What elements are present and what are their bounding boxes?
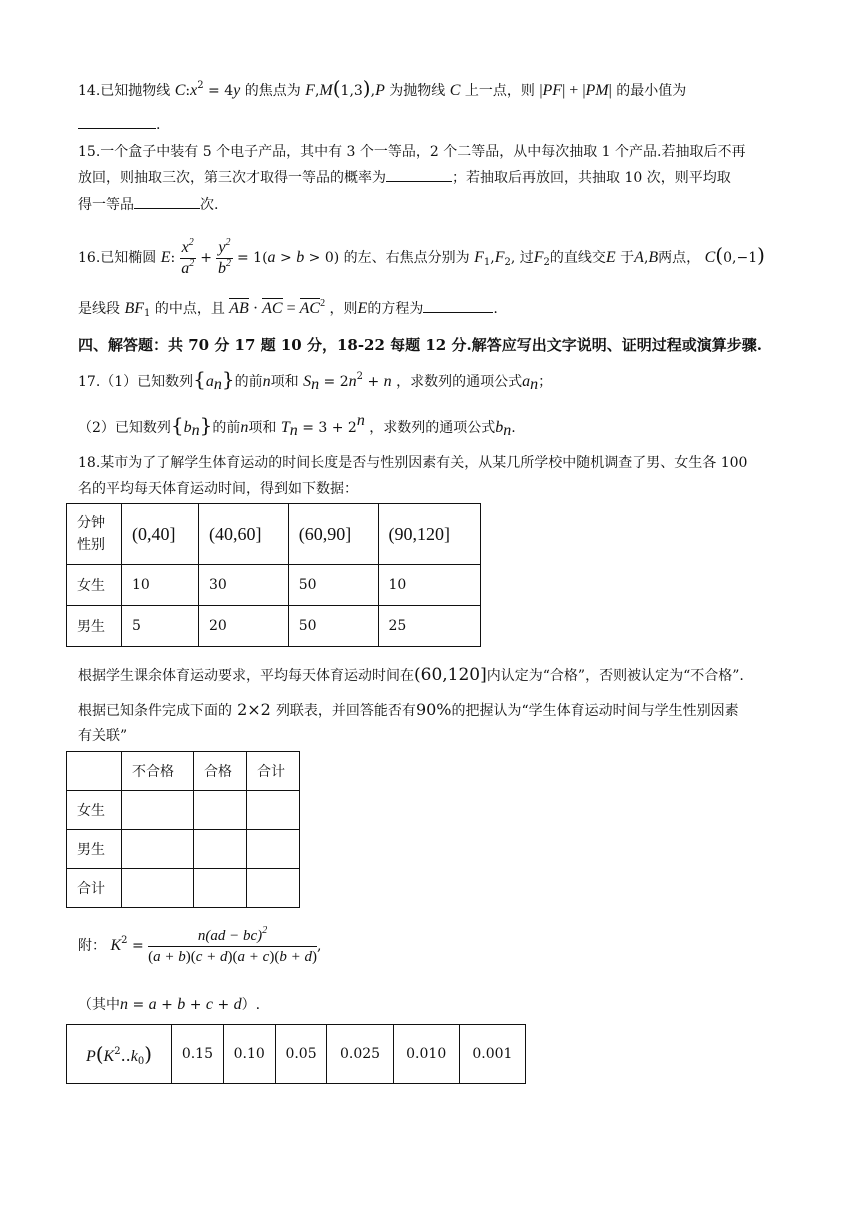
q17-part1: 17.（1）已知数列$\{a_n\}$的前n项和 $S_n = 2n^2 + n$ ，求数列的通项公式$a_n$； <box>78 367 553 393</box>
row-label: 男生 <box>67 606 122 647</box>
table-row <box>67 565 481 606</box>
table-row <box>67 606 481 647</box>
table-cell: 10 <box>378 565 480 606</box>
q16-vector-condition: AB · AC = $AC^2$ <box>229 298 326 317</box>
column-header: 合格 <box>194 752 247 791</box>
table-cell: 0.05 <box>275 1025 327 1084</box>
table-row <box>67 869 300 908</box>
q14-answer-blank <box>78 114 156 129</box>
q15-line2: 放回，则抽取三次，第三次才取得一等品的概率为 ；若抽取后再放回，共抽取 10 次，则平均取 <box>78 167 731 189</box>
q18-data-table <box>66 503 481 647</box>
empty-cell <box>246 791 299 830</box>
column-header: 不合格 <box>122 752 194 791</box>
empty-cell <box>246 869 299 908</box>
table-cell: 50 <box>288 606 378 647</box>
q18-line1: 18.某市为了了解学生体育运动的时间长度是否与性别因素有关，从某几所学校中随机调查了男、女生各 100 <box>78 455 748 471</box>
table-cell: 25 <box>378 606 480 647</box>
q16-frac-x: $\frac{x^2}{a^2}$ <box>181 236 195 277</box>
q18-where: （其中n = a + b + c + d）. <box>78 996 261 1013</box>
q17-part2: （2）已知数列$\{b_n\}$的前n项和 $T_n = 3 + 2^n$ ，求数列的通项公式$b_n$. <box>78 412 516 439</box>
table-corner: 分钟 性别 <box>67 504 122 565</box>
table-cell: 0.025 <box>327 1025 393 1084</box>
table-cell: 0.001 <box>459 1025 525 1084</box>
empty-cell <box>122 791 194 830</box>
q16-line1: 16.已知椭圆 E: $\frac{x^2}{a^2}$ + $\frac{y^2}{b^2}$ = 1(a > b > 0) 的左、右焦点分别为 $F_1,F_2$, 过$F_2$的直线交E 于A,B两点， C(0,−1) <box>78 236 765 277</box>
contingency-table <box>66 751 300 908</box>
table-row <box>67 1025 526 1084</box>
q14-expression: |PF| + |PM| <box>539 82 612 99</box>
table-row <box>67 830 300 869</box>
q15-line1: 15.一个盒子中装有 5 个电子产品，其中有 3 个一等品，2 个二等品，从中每次抽取 1 个产品.若抽取后不再 <box>78 144 746 160</box>
table-cell: 30 <box>199 565 289 606</box>
q15-line3: 得一等品 次. <box>78 194 218 216</box>
section-4-heading: 四、解答题：共 70 分 17 题 10 分，18-22 每题 12 分.解答应写出文字说明、证明过程或演算步骤. <box>78 336 762 354</box>
row-label: 女生 <box>67 565 122 606</box>
row-label: 男生 <box>67 830 122 869</box>
q18-line2: 名的平均每天体育运动时间，得到如下数据： <box>78 481 358 497</box>
empty-cell <box>246 830 299 869</box>
interval-header: (60,90] <box>288 504 378 565</box>
q16-line2: 是线段 $BF_1$ 的中点，且 AB · AC = $AC^2$ ，则E的方程为 . <box>78 298 498 319</box>
row-label: 合计 <box>67 869 122 908</box>
empty-cell <box>122 830 194 869</box>
q18-criterion: 根据学生课余体育运动要求，平均每天体育运动时间在(60,120]内认定为“合格”，否则被认定为“不合格”. <box>78 665 744 685</box>
row-label: 女生 <box>67 791 122 830</box>
empty-cell <box>194 791 247 830</box>
table-cell: 0.10 <box>223 1025 275 1084</box>
empty-cell <box>194 830 247 869</box>
q14-line1: 14.已知抛物线 $C:x^2 = 4y$ 的焦点为 F,M(1,3),P 为抛物线 C 上一点，则 |PF| + |PM| 的最小值为 <box>78 76 687 100</box>
q18-formula: 附： $K^2$ = $\frac{n(ad - bc)^2}{(a + b)(c + d)(a + c)(b + d)}$ , <box>78 924 322 965</box>
table-cell: 10 <box>122 565 199 606</box>
table-cell: 50 <box>288 565 378 606</box>
q14-parabola: C <box>174 82 186 99</box>
table-cell: 0.010 <box>393 1025 459 1084</box>
table-row <box>67 752 300 791</box>
table-cell: 0.15 <box>172 1025 224 1084</box>
table-row <box>67 504 481 565</box>
interval-header: (90,120] <box>378 504 480 565</box>
table-cell: 20 <box>199 606 289 647</box>
q18-question: 根据已知条件完成下面的 2×2 列联表，并回答能否有90%的把握认为“学生体育运动时间与学生性别因素 <box>78 700 739 719</box>
q15-blank-2 <box>134 194 200 209</box>
q15-blank-1 <box>386 167 452 182</box>
critical-value-table <box>66 1024 526 1084</box>
q16-frac-y: $\frac{y^2}{b^2}$ <box>217 236 231 277</box>
table-row <box>67 791 300 830</box>
probability-label: $P(K^2..k_0)$ <box>67 1025 172 1084</box>
q16-answer-blank <box>423 298 493 313</box>
empty-cell <box>122 869 194 908</box>
k-squared-fraction: $\frac{n(ad - bc)^2}{(a + b)(c + d)(a + c)(b + d)}$ <box>148 924 317 965</box>
interval-header: (40,60] <box>199 504 289 565</box>
q18-question-end: 有关联” <box>78 728 128 744</box>
q14-line2: . <box>78 114 160 136</box>
interval-header: (0,40] <box>122 504 199 565</box>
column-header: 合计 <box>246 752 299 791</box>
table-cell: 5 <box>122 606 199 647</box>
empty-cell <box>194 869 247 908</box>
